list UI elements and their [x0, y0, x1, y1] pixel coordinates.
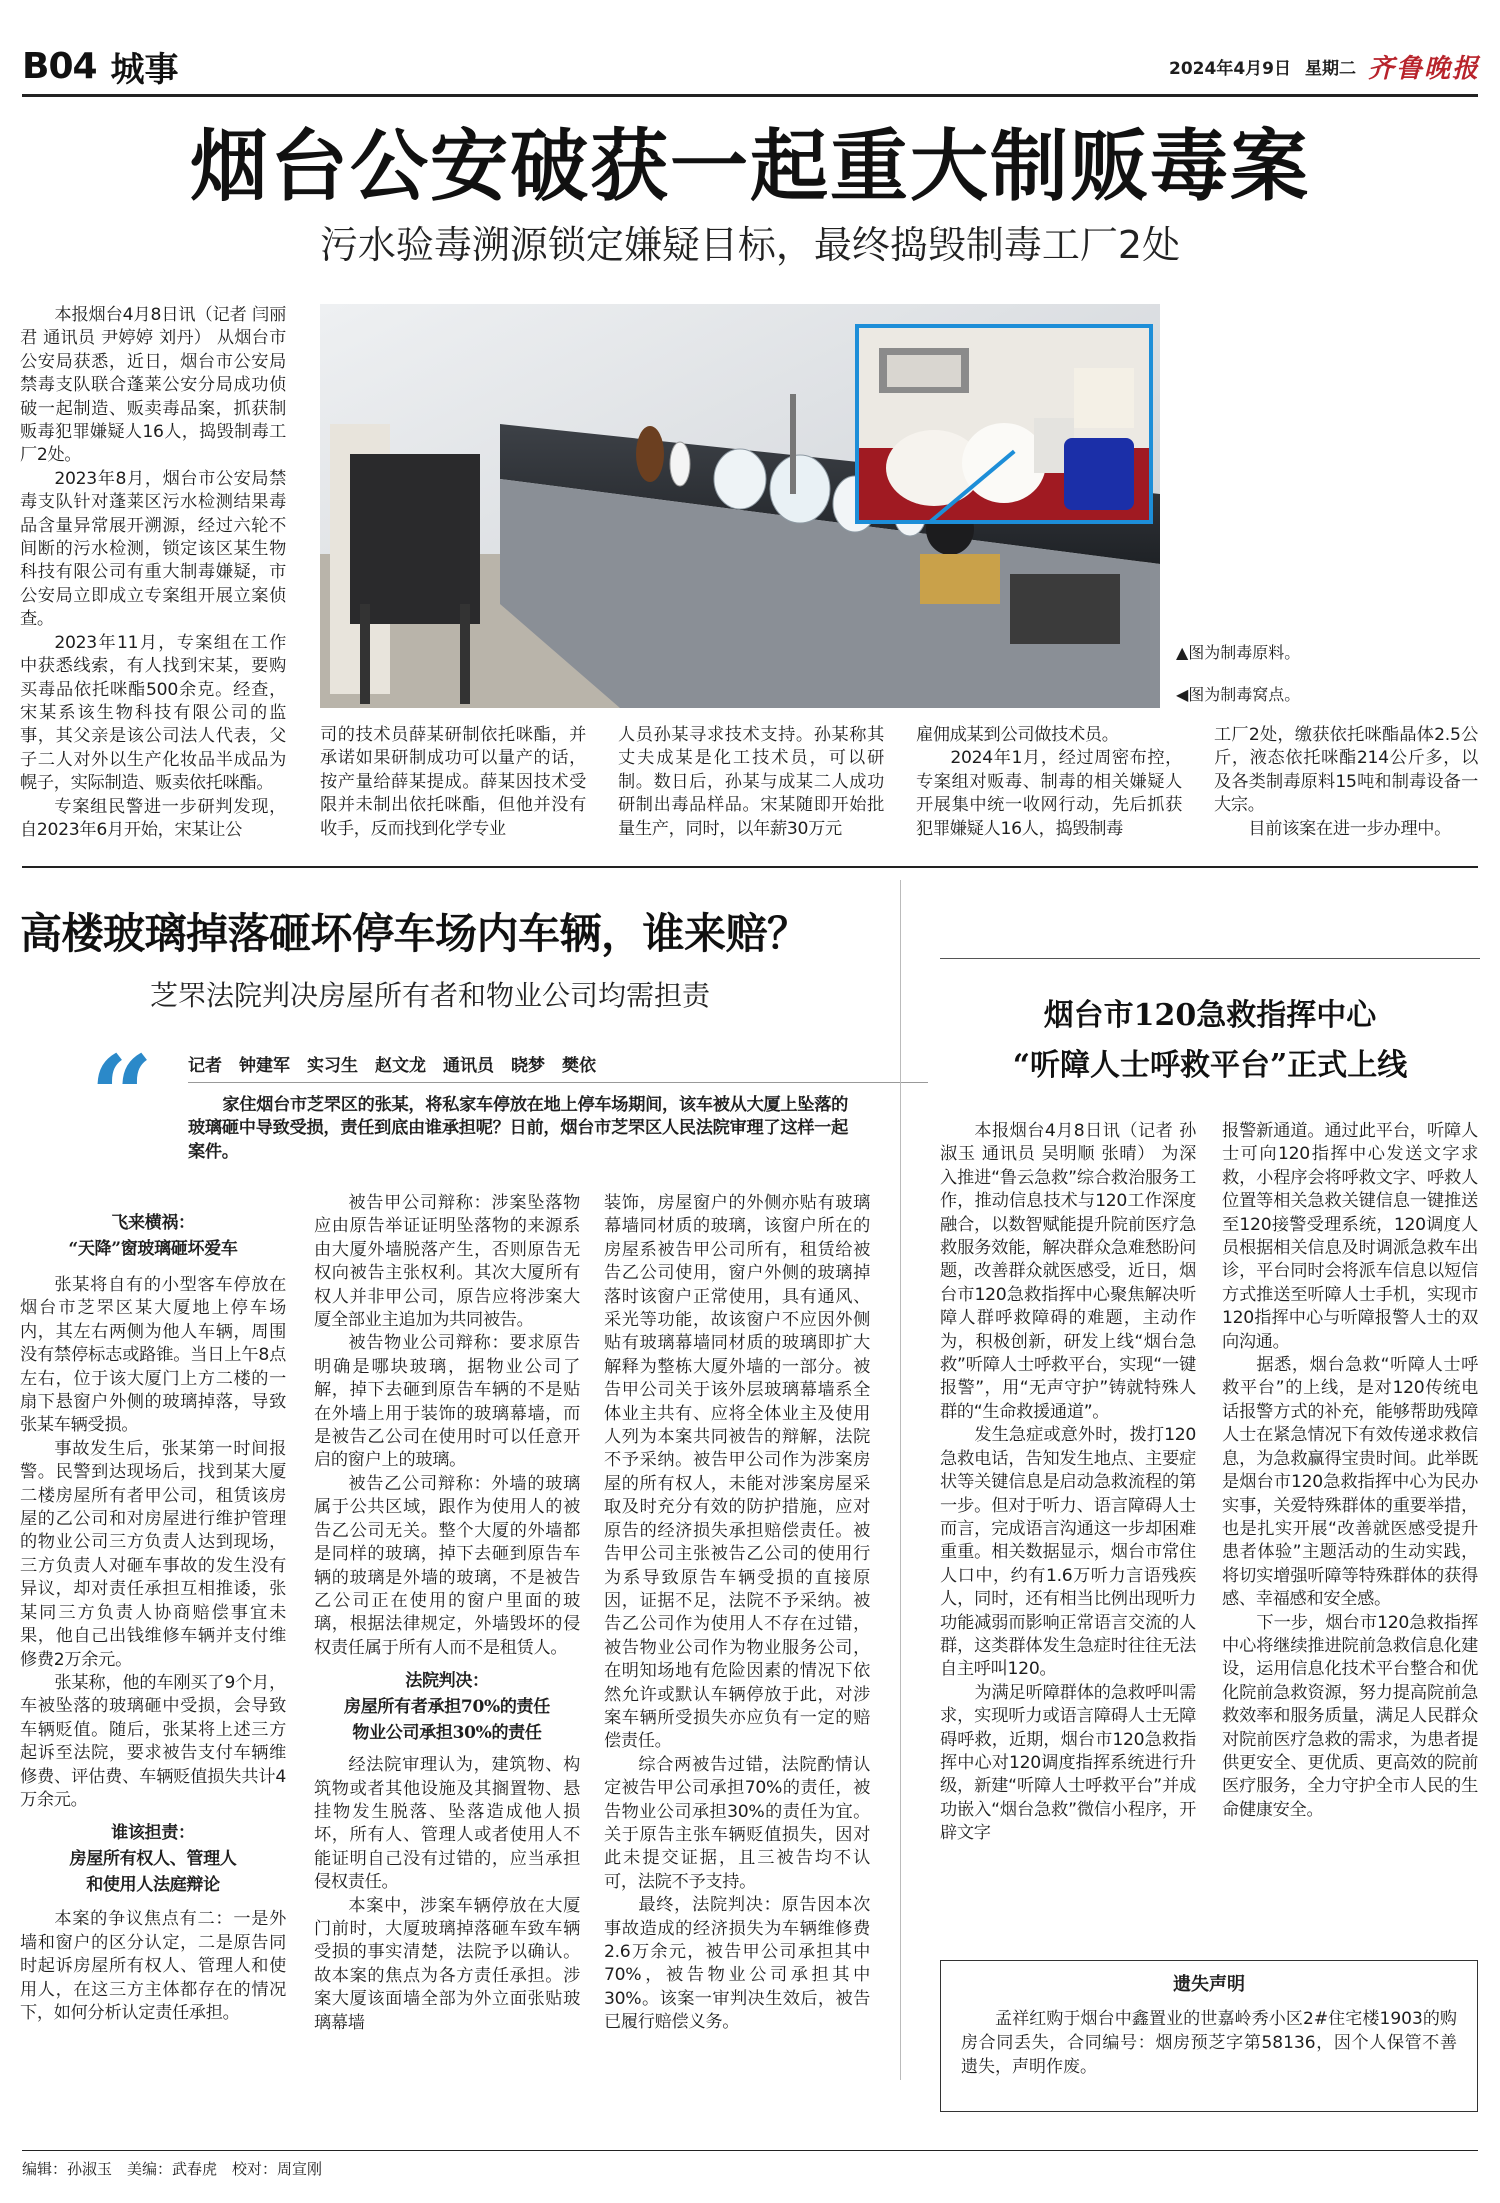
paragraph: 下一步，烟台市120急救指挥中心将继续推进院前急救信息化建设，运用信息化技术平台整合和优化院前急救资源，努力提高院前急救效率和服务质量，满足人民群众对院前医疗急救的需求，为患者提供更安全、更优质、更高效的院前医疗服务，全力守护全市人民的生命健康安全。 [1222, 1612, 1478, 1820]
issue-date: 2024年4月9日 [1169, 58, 1291, 79]
paragraph: 雇佣成某到公司做技术员。 [916, 725, 1119, 745]
paragraph: 被告甲公司辩称：涉案坠落物应由原告举证证明坠落物的来源系由大厦外墙脱落产生，否则原告无权向被告主张权利。其次大厦所有权人并非甲公司，原告应将涉案大厦全部业主追加为共同被告。 [314, 1193, 580, 1331]
story3-headline-2: “听障人士呼救平台”正式上线 [1012, 1048, 1408, 1083]
story1-subhead: 污水验毒溯源锁定嫌疑目标，最终捣毁制毒工厂2处 [319, 223, 1181, 267]
subheading: 物业公司承担30%的责任 [352, 1723, 542, 1744]
lost-notice-body: 孟祥红购于烟台中鑫置业的世嘉岭秀小区2#住宅楼1903的购房合同丢失，合同编号：烟房预芝字第58136，因个人保管不善遗失，声明作废。 [961, 2009, 1457, 2077]
paragraph: 2023年11月，专案组在工作中获悉线索，有人找到宋某，要购买毒品依托咪酯500余克。经查，宋某系该生物科技有限公司的监事，其父亲是该公司法人代表，父子二人对外以生产化妆品半成品为幌子，实际制造、贩卖依托咪酯。 [20, 632, 286, 794]
page-code: B04 [22, 45, 97, 87]
paragraph: 最终，法院判决：原告因本次事故造成的经济损失为车辆维修费2.6万余元，被告甲公司承担其中70%，被告物业公司承担其中30%。该案一审判决生效后，被告已履行赔偿义务。 [604, 1895, 870, 2033]
story2-column-c [604, 1192, 870, 2035]
subheading: 谁该担责： [111, 1823, 195, 1844]
subheading: 法院判决： [405, 1671, 489, 1692]
subheading: 房屋所有权人、管理人 [69, 1849, 237, 1870]
paragraph: 经法院审理认为，建筑物、构筑物或者其他设施及其搁置物、悬挂物发生脱落、坠落造成他人损坏，所有人、管理人或者使用人不能证明自己没有过错的，应当承担侵权责任。 [314, 1755, 580, 1893]
inset-photo-frame [855, 324, 1153, 524]
story2-headline: 高楼玻璃掉落砸坏停车场内车辆，谁来赔？ [20, 909, 809, 958]
subheading: “天降”窗玻璃砸坏爱车 [68, 1239, 238, 1259]
story1-column-3 [618, 724, 884, 841]
paragraph: 事故发生后，张某第一时间报警。民警到达现场后，找到某大厦二楼房屋所有者甲公司，租赁该房屋的乙公司和对房屋进行维护管理的物业公司三方负责人达到现场，三方负责人对砸车事故的发生没有异议，却对责任承担互相推诿，张某同三方负责人协商赔偿事宜未果，他自己出钱维修车辆并支付维修费2万余元。 [20, 1438, 286, 1670]
story1-headline: 烟台公安破获一起重大制贩毒案 [189, 121, 1310, 212]
story2-lead: 家住烟台市芝罘区的张某，将私家车停放在地上停车场期间，该车被从大厦上坠落的玻璃砸中导致受损，责任到底由谁承担呢？日前，烟台市芝罘区人民法院审理了这样一起案件。 [188, 1095, 848, 1162]
subheading: 飞来横祸： [111, 1213, 195, 1233]
story2-column-b [314, 1192, 580, 2035]
caption-lab: ◀图为制毒窝点。 [1176, 685, 1301, 704]
paragraph: 本报烟台4月8日讯（记者 闫丽君 通讯员 尹婷婷 刘丹） 从烟台市公安局获悉，近日，烟台市公安局禁毒支队联合蓬莱公安分局成功侦破一起制造、贩卖毒品案，抓获制贩毒犯罪嫌疑人16人，捣毁制毒工厂2处。 [20, 305, 286, 466]
story3-top-rule [940, 958, 1480, 959]
masthead-rule [22, 94, 1478, 97]
lost-notice-box [940, 1960, 1478, 2112]
paragraph: 本案中，涉案车辆停放在大厦门前时，大厦玻璃掉落砸车致车辆受损的事实清楚，法院予以确认。故本案的焦点为各方责任承担。涉案大厦该面墙全部为外立面张贴玻璃幕墙 [314, 1895, 580, 2033]
paragraph: 被告乙公司辩称：外墙的玻璃属于公共区域，跟作为使用人的被告乙公司无关。整个大厦的外墙都是同样的玻璃，掉下去砸到原告车辆的玻璃是外墙的玻璃，不是被告乙公司正在使用的窗户里面的玻璃，根据法律规定，外墙毁坏的侵权责任属于所有人而不是租赁人。 [314, 1473, 580, 1658]
paragraph: 综合两被告过错，法院酌情认定被告甲公司承担70%的责任，被告物业公司承担30%的责任为宜。关于原告主张车辆贬值损失，因对此未提交证据，且三被告均不认可，法院不予支持。 [604, 1754, 870, 1892]
paragraph: 司的技术员薛某研制依托咪酯，并承诺如果研制成功可以量产的话，按产量给薛某提成。薛某因技术受限并未制出依托咪酯，但他并没有收手，反而找到化学专业 [320, 725, 586, 839]
paragraph: 据悉，烟台急救“听障人士呼救平台”的上线，是对120传统电话报警方式的补充，能够帮助残障人士在紧急情况下有效传递求救信息，为急救赢得宝贵时间。此举既是烟台市120急救指挥中心为民办实事，关爱特殊群体的重要举措，也是扎实开展“改善就医感受提升患者体验”主题活动的生动实践，将切实增强听障等特殊群体的获得感、幸福感和安全感。 [1222, 1355, 1478, 1610]
paragraph: 工厂2处，缴获依托咪酯晶体2.5公斤，液态依托咪酯214公斤多，以及各类制毒原料15吨和制毒设备一大宗。 [1214, 725, 1478, 816]
story3-column-2 [1222, 1120, 1478, 1822]
paragraph: 被告物业公司辩称：要求原告明确是哪块玻璃，据物业公司了解，掉下去砸到原告车辆的不是贴在外墙上用于装饰的玻璃幕墙，而是被告乙公司在使用时可以任意开启的窗户上的玻璃。 [314, 1333, 580, 1471]
paragraph: 本报烟台4月8日讯（记者 孙淑玉 通讯员 吴明顺 张晴） 为深入推进“鲁云急救”综合救治服务工作，推动信息技术与120工作深度融合，以数智赋能提升院前医疗急救服务效能，解决群众急难愁盼问题，改善群众就医感受，近日，烟台市120急救指挥中心聚焦解决听障人群呼救障碍的难题，主动作为，积极创新，研发上线“烟台急救”听障人士呼救平台，实现“一键报警”，用“无声守护”铸就特殊人群的“生命救援通道”。 [940, 1121, 1196, 1422]
section-divider [22, 866, 1478, 868]
paragraph: 发生急症或意外时，拨打120急救电话，告知发生地点、主要症状等关键信息是启动急救流程的第一步。但对于听力、语言障碍人士而言，完成语言沟通这一步却困难重重。相关数据显示，烟台市常住人口中，约有1.6万听力言语残疾人，同时，还有相当比例出现听力功能减弱而影响正常语言交流的人群，这类群体发生急症时往往无法自主呼叫120。 [940, 1425, 1196, 1680]
story2-column-a [20, 1210, 286, 2025]
masthead [22, 40, 1480, 92]
paragraph: 2023年8月，烟台市公安局禁毒支队针对蓬莱区污水检测结果毒品含量异常展开溯源，经过六轮不间断的污水检测，锁定该区某生物科技有限公司有重大制毒嫌疑，市公安局立即成立专案组开展立案侦查。 [20, 468, 286, 630]
paragraph: 专案组民警进一步研判发现，自2023年6月开始，宋某让公 [20, 796, 286, 840]
story3-column-1 [940, 1120, 1196, 1846]
subheading: 房屋所有者承担70%的责任 [344, 1697, 550, 1718]
caption-raw-materials: ▲图为制毒原料。 [1176, 643, 1301, 662]
story2-subhead: 芝罘法院判决房屋所有者和物业公司均需担责 [150, 979, 711, 1012]
paragraph: 张某将自有的小型客车停放在烟台市芝罘区某大厦地上停车场内，其左右两侧为他人车辆，周围没有禁停标志或路锥。当日上午8点左右，位于该大厦门上方二楼的一扇下悬窗户外侧的玻璃掉落，导致张某车辆受损。 [20, 1275, 286, 1436]
paper-logo: 齐鲁晚报 [1367, 53, 1480, 84]
paragraph: 目前该案在进一步办理中。 [1248, 818, 1452, 839]
paragraph: 张某称，他的车刚买了9个月，车被坠落的玻璃砸中受损，会导致车辆贬值。随后，张某将上述三方起诉至法院，要求被告支付车辆维修费、评估费、车辆贬值损失共计4万余元。 [20, 1672, 286, 1810]
footer-credits: 编辑：孙淑玉 美编：武春虎 校对：周宣刚 [22, 2160, 323, 2178]
paragraph: 本案的争议焦点有二：一是外墙和窗户的区分认定，二是原告同时起诉房屋所有权人、管理人和使用人，在这三方主体都存在的情况下，如何分析认定责任承担。 [20, 1909, 286, 2023]
paragraph: 为满足听障群体的急救呼叫需求，实现听力或语言障碍人士无障碍呼救，近期，烟台市120急救指挥中心对120调度指挥系统进行升级，新建“听障人士呼救平台”并成功嵌入“烟台急救”微信小程序，开辟文字 [940, 1682, 1196, 1844]
story2-byline: 记者 钟建军 实习生 赵文龙 通讯员 晓梦 樊依 [188, 1056, 596, 1076]
lost-notice-title: 遗失声明 [1173, 1974, 1245, 1995]
story3-headline-1: 烟台市120急救指挥中心 [1043, 998, 1377, 1033]
paragraph: 报警新通道。通过此平台，听障人士可向120指挥中心发送文字求救，小程序会将呼救文字、呼救人位置等相关急救关键信息一键推送至120接警受理系统，120调度人员根据相关信息及时调派急救车出诊，平台同时会将派车信息以短信方式推送至听障人士手机，实现市120指挥中心与听障报警人士的双向沟通。 [1222, 1121, 1478, 1352]
section-name: 城事 [110, 49, 179, 90]
story2-byline-rule [188, 1082, 928, 1083]
column-divider [900, 880, 901, 2080]
subheading: 和使用人法庭辩论 [86, 1875, 220, 1896]
quote-mark: “ [90, 1031, 154, 1160]
story1-column-4 [916, 724, 1182, 841]
story1-column-5 [1214, 724, 1478, 841]
story1-column-2 [320, 724, 586, 841]
story1-column-1 [20, 304, 286, 842]
lab-photo [320, 304, 1160, 708]
paragraph: 装饰，房屋窗户的外侧亦贴有玻璃幕墙同材质的玻璃，该窗户所在的房屋系被告甲公司所有，租赁给被告乙公司使用，窗户外侧的玻璃掉落时该窗户正常使用，具有通风、采光等功能，故该窗户不应因外侧贴有玻璃幕墙同材质的玻璃即扩大解释为整栋大厦外墙的一部分。被告甲公司关于该外层玻璃幕墙系全体业主共有、应将全体业主及使用人列为本案共同被告的辩解，法院不予采纳。被告甲公司作为涉案房屋的所有权人，未能对涉案房屋采取及时充分有效的防护措施，应对原告的经济损失承担赔偿责任。被告甲公司主张被告乙公司的使用行为系导致原告车辆受损的直接原因，证据不足，法院不予采纳。被告乙公司作为使用人不存在过错，被告物业公司作为物业服务公司，在明知场地有危险因素的情况下依然允许或默认车辆停放于此，对涉案车辆所受损失亦应负有一定的赔偿责任。 [604, 1193, 870, 1752]
issue-weekday: 星期二 [1304, 58, 1356, 79]
paragraph: 2024年1月，经过周密布控，专案组对贩毒、制毒的相关嫌疑人开展集中统一收网行动，先后抓获犯罪嫌疑人16人，捣毁制毒 [916, 748, 1182, 839]
footer-rule [22, 2150, 1478, 2151]
paragraph: 人员孙某寻求技术支持。孙某称其丈夫成某是化工技术员，可以研制。数日后，孙某与成某二人成功研制出毒品样品。宋某随即开始批量生产，同时，以年薪30万元 [618, 725, 884, 839]
